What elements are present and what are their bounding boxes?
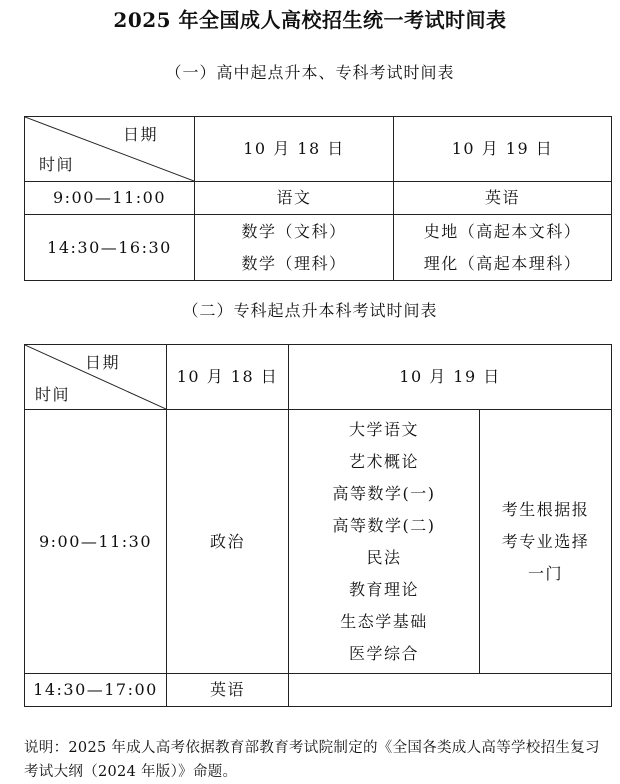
subject-item: 数学（理科） [241, 253, 347, 273]
schedule-table-1 [24, 116, 612, 281]
subject-item: 生态学基础 [340, 611, 428, 631]
note-line: 考专业选择 [501, 531, 590, 551]
cell-subject-list [394, 215, 612, 281]
subject-item: 医学综合 [348, 643, 419, 663]
corner-time-label: 时间 [39, 155, 75, 174]
cell-subject: 英语 [167, 674, 289, 707]
column-header-day2: 10 月 19 日 [289, 345, 612, 410]
footnote: 说明：2025 年成人高考依据教育部教育考试院制定的《全国各类成人高等学校招生复习考试大纲（2024 年版）》命题。 [24, 740, 600, 780]
row-time-morning: 9:00—11:30 [25, 410, 167, 674]
cell-selection-note [480, 410, 612, 674]
column-header-day1: 10 月 18 日 [195, 117, 394, 182]
subject-item: 大学语文 [348, 419, 419, 439]
cell-subject: 语文 [195, 182, 394, 215]
subject-item: 教育理论 [348, 579, 419, 599]
row-time-afternoon: 14:30—16:30 [25, 215, 195, 281]
subject-item: 高等数学(一) [332, 483, 436, 503]
section1-heading: （一）高中起点升本、专科考试时间表 [165, 63, 455, 82]
column-header-day1: 10 月 18 日 [167, 345, 289, 410]
schedule-table-2 [24, 344, 612, 707]
header-corner-cell [25, 117, 195, 182]
column-header-day2: 10 月 19 日 [394, 117, 612, 182]
note-line: 考生根据报 [501, 499, 590, 519]
cell-empty [289, 674, 612, 707]
cell-subject-list [289, 410, 480, 674]
cell-subject-list [195, 215, 394, 281]
subject-item: 艺术概论 [348, 451, 419, 471]
corner-date-label: 日期 [122, 125, 158, 144]
subject-item: 数学（文科） [241, 221, 347, 241]
note-line: 一门 [528, 563, 564, 583]
subject-item: 民法 [366, 547, 402, 567]
subject-item: 高等数学(二) [332, 515, 436, 535]
cell-subject: 英语 [394, 182, 612, 215]
corner-date-label: 日期 [84, 353, 120, 372]
subject-item: 理化（高起本理科） [423, 253, 582, 273]
header-corner-cell [25, 345, 167, 410]
page-title: 2025 年全国成人高校招生统一考试时间表 [113, 8, 507, 32]
corner-time-label: 时间 [35, 385, 71, 404]
section2-heading: （二）专科起点升本科考试时间表 [182, 301, 438, 320]
row-time-afternoon: 14:30—17:00 [25, 674, 167, 707]
row-time-morning: 9:00—11:00 [25, 182, 195, 215]
cell-subject: 政治 [167, 410, 289, 674]
subject-item: 史地（高起本文科） [423, 221, 582, 241]
